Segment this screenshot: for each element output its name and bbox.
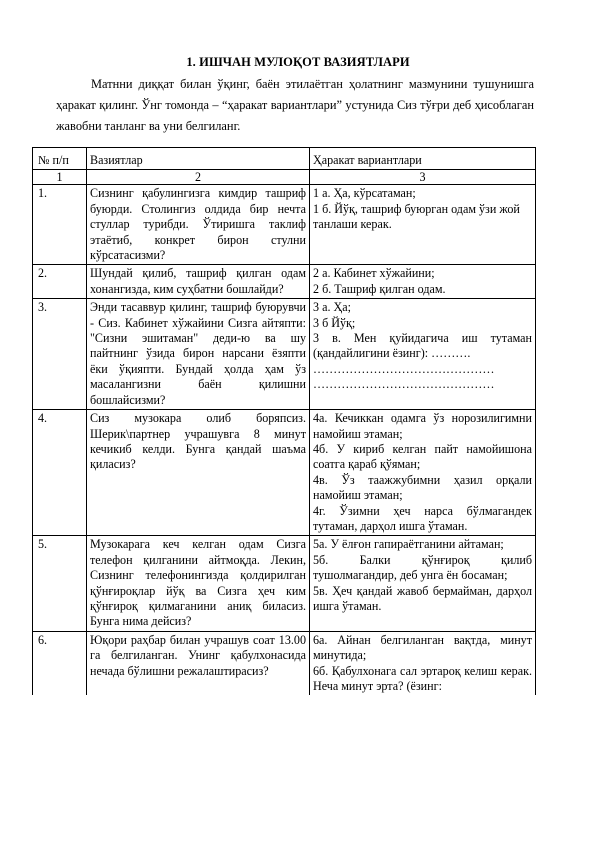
action-option: 4б. У кириб келган пайт намойишона соатга қараб қўяман; <box>313 441 532 472</box>
table-row <box>33 410 536 536</box>
row-number: 5. <box>33 536 87 631</box>
action-options <box>310 410 536 536</box>
table-header-row <box>33 148 536 170</box>
instructions-paragraph <box>56 74 534 137</box>
action-option: 5а. У ёлғон гапираётганини айтаман; <box>313 537 504 552</box>
action-option: 3 в. Мен қуйидагича иш тутаман (қандайлигини ёзинг): ………. <box>313 331 532 361</box>
action-option: 3 а. Ҳа; <box>313 300 351 315</box>
action-option: 5в. Ҳеч қандай жавоб бермайман, дарҳол ишга ўтаман. <box>313 583 532 613</box>
index-cell: 1 <box>33 170 87 185</box>
situation-text: Сизнинг қабулингизга кимдир ташриф буюрди. Столингиз олдида бир нечта стуллар турибди. Ўтиришга таклиф этаётиб, конкрет бирон стулни кўрсатасизми? <box>87 185 310 265</box>
table-row <box>33 265 536 299</box>
row-number: 3. <box>33 299 87 410</box>
row-number: 6. <box>33 631 87 695</box>
situation-text: Шундай қилиб, ташриф қилган одам хонангизда, ким суҳбатни бошлайди? <box>87 265 310 299</box>
index-cell: 3 <box>310 170 536 185</box>
table-row <box>33 631 536 695</box>
action-option: 2 а. Кабинет хўжайини; <box>313 266 435 281</box>
action-option: 2 б. Ташриф қилган одам. <box>313 281 446 296</box>
action-option: 6а. Айнан белгиланган вақтда, минут минутида; <box>313 632 532 663</box>
action-options <box>310 536 536 631</box>
situations-table <box>32 147 536 695</box>
action-option: 6б. Қабулхонага сал эртароқ келиш керак. Неча минут эрта? (ёзинг: <box>313 663 532 693</box>
situation-text: Сиз музокара олиб боряпсиз. Шерик\партнер учрашувга 8 минут кечикиб келди. Бунга қандай шаъма қиласиз? <box>87 410 310 536</box>
document-title: 1. ИШЧАН МУЛОҚОТ ВАЗИЯТЛАРИ <box>186 55 410 69</box>
action-options <box>310 185 536 265</box>
header-actions: Ҳаракат вариантлари <box>310 148 536 170</box>
action-option: 5б. Балки қўнғироқ қилиб тушолмагандир, деб унга ён босаман; <box>313 552 532 583</box>
answer-blank-line: ……………………………………… <box>313 377 495 392</box>
action-option: 4в. Ўз таажжубимни ҳазил орқали намойиш этаман; <box>313 472 532 503</box>
table-row <box>33 299 536 410</box>
situation-text: Музокарага кеч келган одам Сизга телефон қилганини айтмоқда. Лекин, Сизнинг телефонингизда қолдирилган қўнғироқлар йўқ ва Сизга ҳеч ким қўнғироқ қилмаганини аниқ биласиз. Бунга нима дейсиз? <box>87 536 310 631</box>
table-row <box>33 185 536 265</box>
action-option: 3 б Йўқ; <box>313 315 356 330</box>
action-option: 4г. Ўзимни ҳеч нарса бўлмагандек тутаман, дарҳол ишга ўтаман. <box>313 503 532 533</box>
index-cell: 2 <box>87 170 310 185</box>
header-situations: Вазиятлар <box>87 148 310 170</box>
table-index-row <box>33 170 536 185</box>
table-row <box>33 536 536 631</box>
instructions-text: Матнни диққат билан ўқинг, баён этилаётган ҳолатнинг мазмунини тушунишга ҳаракат қилинг. Ўнг томонда – “ҳаракат вариантлари” устунида Сиз тўғри деб ҳисоблаган жавобни танланг ва уни белгиланг. <box>56 77 534 133</box>
action-option: 4а. Кечиккан одамга ўз норозилигимни намойиш этаман; <box>313 411 532 441</box>
row-number: 4. <box>33 410 87 536</box>
answer-blank-line: ……………………………………… <box>313 361 495 376</box>
header-number: № п/п <box>33 148 87 170</box>
row-number: 1. <box>33 185 87 265</box>
action-option: 1 б. Йўқ, ташриф буюрган одам ўзи жой танлаши керак. <box>313 201 520 232</box>
action-options <box>310 265 536 299</box>
situation-text: Энди тасаввур қилинг, ташриф буюрувчи - Сиз. Кабинет хўжайини Сизга айтяпти: "Сизни эшитаман" деди-ю ва шу пайтнинг ўзида бирон нарсани ёзяпти ёки ўқияпти. Бундай ҳолда ҳам ўз масалангизни баён қилишни бошлайсизми? <box>87 299 310 410</box>
action-options <box>310 631 536 695</box>
action-options <box>310 299 536 410</box>
row-number: 2. <box>33 265 87 299</box>
action-option: 1 а. Ҳа, кўрсатаман; <box>313 186 416 201</box>
situation-text: Юқори раҳбар билан учрашув соат 13.00 га белгиланган. Унинг қабулхонасида нечада бўлишни режалаштирасиз? <box>87 631 310 695</box>
